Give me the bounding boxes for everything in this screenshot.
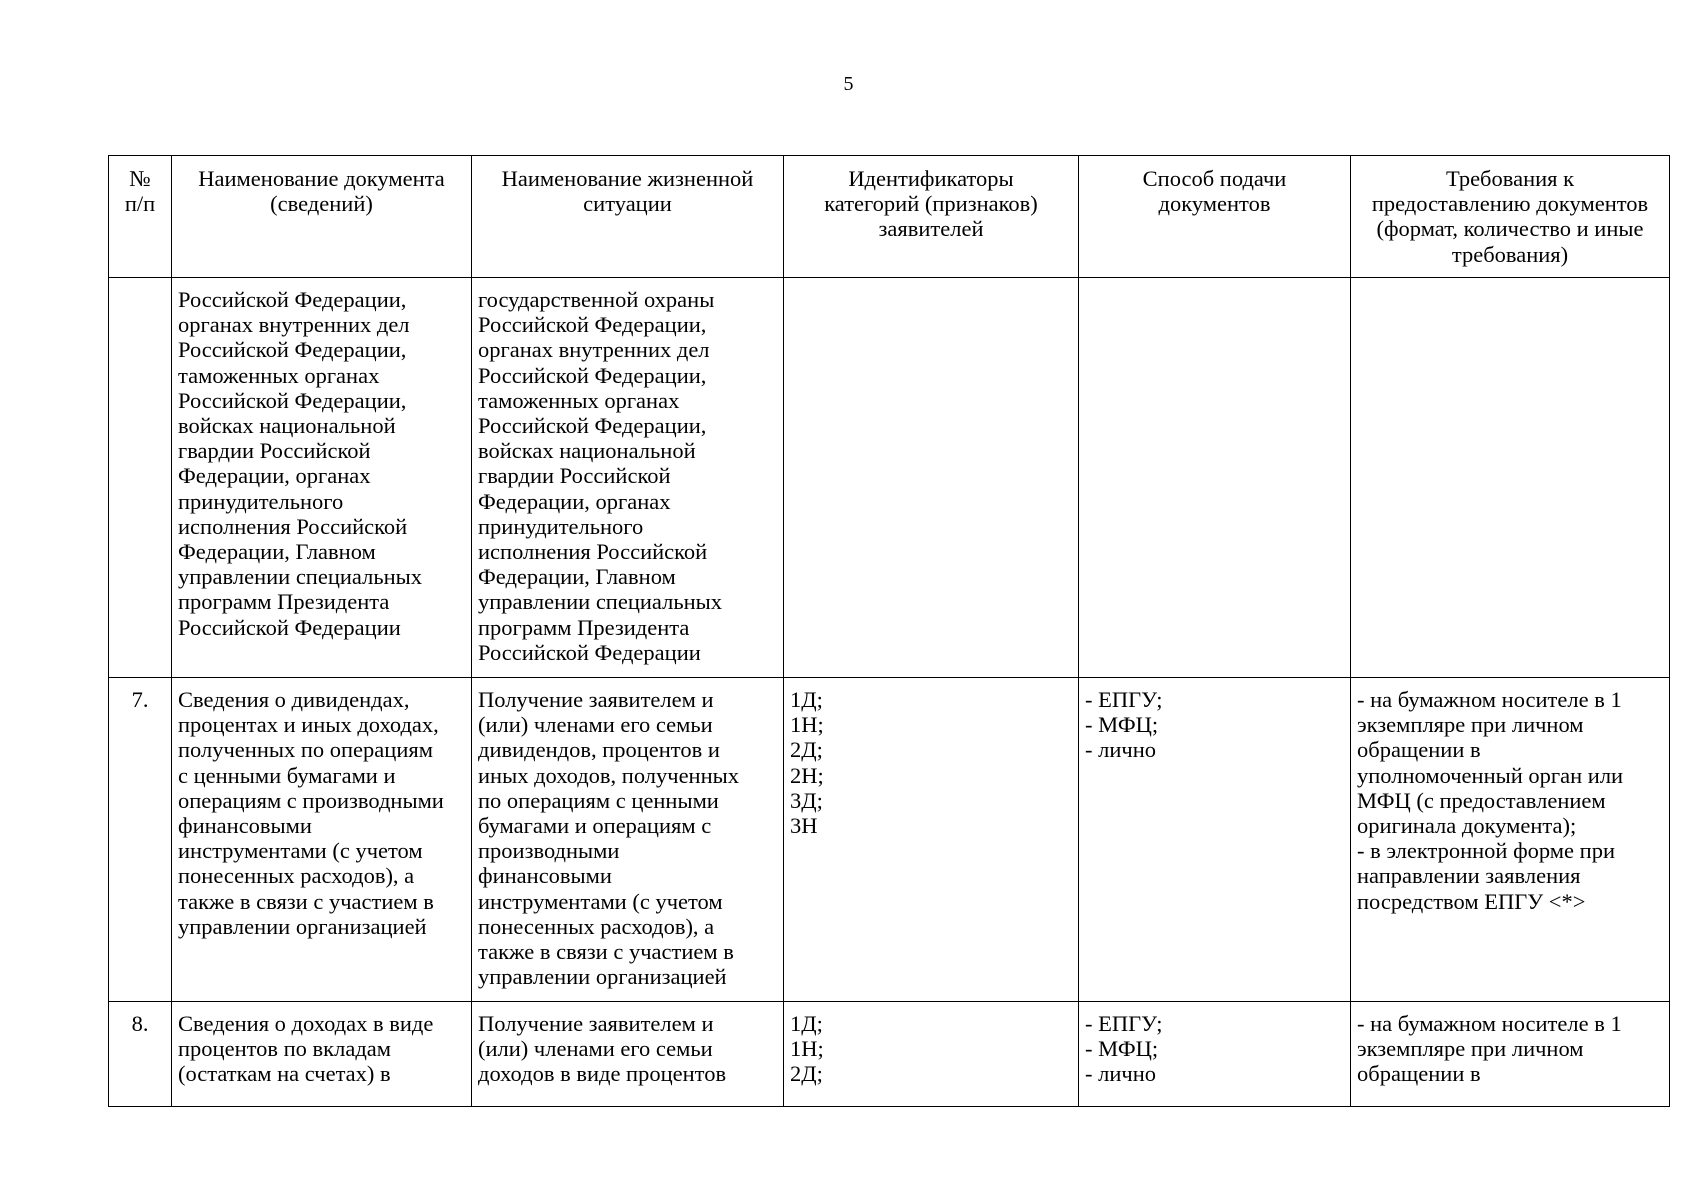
cell-situation: государственной охраны Российской Федерации, органах внутренних дел Российской Федерации, таможенных органах Российской Федерации, войсках национальной гвардии Российской Федерации, органах принудительного исполнения Российской Федерации, Главном управлении специальных программ Президента Российской Федерации <box>472 278 784 678</box>
table-row <box>109 278 1670 678</box>
cell-number: 8. <box>109 1002 172 1107</box>
cell-requirements <box>1351 278 1670 678</box>
table-header-row <box>109 156 1670 278</box>
cell-method: - ЕПГУ; - МФЦ; - лично <box>1079 678 1351 1002</box>
column-header-document: Наименование документа (сведений) <box>172 156 472 278</box>
page-number: 5 <box>843 73 854 95</box>
cell-situation: Получение заявителем и (или) членами его семьи дивидендов, процентов и иных доходов, полученных по операциям с ценными бумагами и операциям с производными финансовыми инструментами (с учетом понесенных расходов), а также в связи с участием в управлении организацией <box>472 678 784 1002</box>
documents-table <box>108 155 1670 1107</box>
table-row <box>109 1002 1670 1107</box>
cell-number <box>109 278 172 678</box>
cell-document: Российской Федерации, органах внутренних дел Российской Федерации, таможенных органах Российской Федерации, войсках национальной гвардии Российской Федерации, органах принудительного исполнения Российской Федерации, Главном управлении специальных программ Президента Российской Федерации <box>172 278 472 678</box>
column-header-situation: Наименование жизненной ситуации <box>472 156 784 278</box>
table-row <box>109 678 1670 1002</box>
cell-number: 7. <box>109 678 172 1002</box>
cell-identifiers: 1Д; 1Н; 2Д; 2Н; 3Д; 3Н <box>784 678 1079 1002</box>
cell-document: Сведения о дивидендах, процентах и иных доходах, полученных по операциям с ценными бумагами и операциям с производными финансовыми инструментами (с учетом понесенных расходов), а также в связи с участием в управлении организацией <box>172 678 472 1002</box>
cell-requirements: - на бумажном носителе в 1 экземпляре при личном обращении в <box>1351 1002 1670 1107</box>
cell-document: Сведения о доходах в виде процентов по вкладам (остаткам на счетах) в <box>172 1002 472 1107</box>
cell-requirements: - на бумажном носителе в 1 экземпляре при личном обращении в уполномоченный орган или МФЦ (с предоставлением оригинала документа); - в электронной форме при направлении заявления посредством ЕПГУ <*> <box>1351 678 1670 1002</box>
cell-method: - ЕПГУ; - МФЦ; - лично <box>1079 1002 1351 1107</box>
cell-identifiers: 1Д; 1Н; 2Д; <box>784 1002 1079 1107</box>
column-header-requirements: Требования к предоставлению документов (формат, количество и иные требования) <box>1351 156 1670 278</box>
cell-method <box>1079 278 1351 678</box>
column-header-number: № п/п <box>109 156 172 278</box>
column-header-method: Способ подачи документов <box>1079 156 1351 278</box>
column-header-identifiers: Идентификаторы категорий (признаков) заявителей <box>784 156 1079 278</box>
cell-situation: Получение заявителем и (или) членами его семьи доходов в виде процентов <box>472 1002 784 1107</box>
cell-identifiers <box>784 278 1079 678</box>
